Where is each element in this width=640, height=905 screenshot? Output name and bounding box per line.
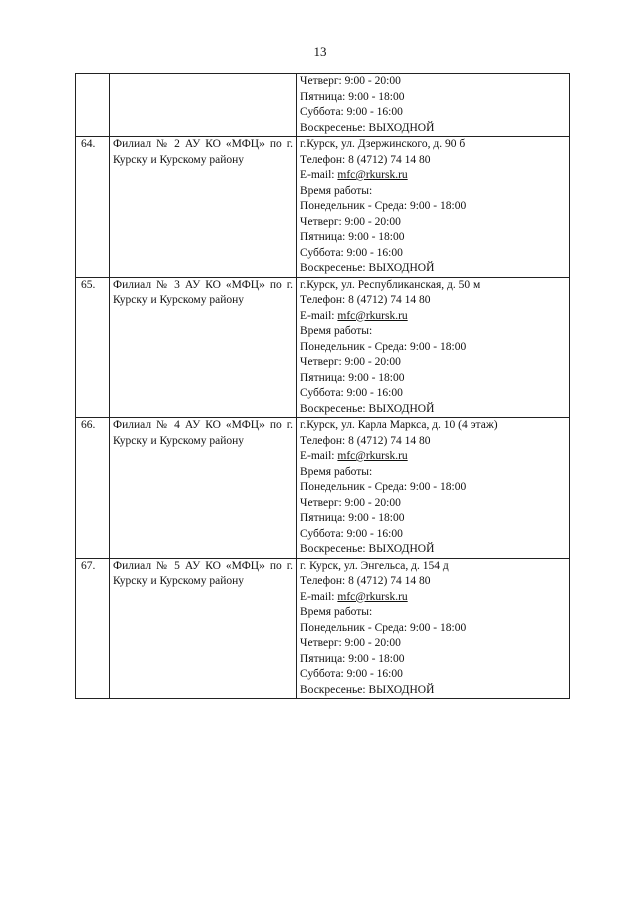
number-cell (76, 74, 110, 137)
email-link[interactable]: mfc@rkursk.ru (337, 169, 408, 181)
hours-sunday: Воскресенье: ВЫХОДНОЙ (300, 543, 435, 555)
email-label: E-mail: (300, 309, 338, 322)
hours-saturday: Суббота: 9:00 - 16:00 (300, 246, 403, 259)
hours-mon-wed: Понедельник - Среда: 9:00 - 18:00 (300, 621, 467, 634)
hours-saturday: Суббота: 9:00 - 16:00 (300, 106, 403, 118)
page-number: 13 (313, 44, 327, 59)
hours-sunday: Воскресенье: ВЫХОДНОЙ (300, 121, 435, 134)
hours-thursday: Четверг: 9:00 - 20:00 (300, 496, 401, 509)
email-link[interactable]: mfc@rkursk.ru (337, 590, 408, 603)
hours-thursday: Четверг: 9:00 - 20:00 (300, 637, 401, 649)
phone: Телефон: 8 (4712) 74 14 80 (300, 153, 431, 166)
hours-mon-wed: Понедельник - Среда: 9:00 - 18:00 (300, 481, 467, 493)
email-line (300, 309, 566, 325)
hours-thursday: Четверг: 9:00 - 20:00 (300, 356, 401, 368)
address: г. Курск, ул. Энгельса, д. 154 д (300, 559, 449, 572)
table-row (76, 418, 570, 559)
details-cell (297, 137, 570, 278)
row-number: 65. (76, 277, 110, 418)
branch-name: Филиал № 3 АУ КО «МФЦ» по г. Курску и Курскому району (110, 277, 297, 418)
table-row-continuation (76, 74, 570, 137)
email-line (300, 168, 566, 184)
details-cell (297, 418, 570, 559)
hours-label: Время работы: (300, 465, 373, 478)
table-row (76, 558, 570, 699)
hours-mon-wed: Понедельник - Среда: 9:00 - 18:00 (300, 340, 467, 353)
email-line (300, 449, 566, 465)
email-line (300, 590, 566, 606)
email-link[interactable]: mfc@rkursk.ru (337, 309, 408, 322)
hours-thursday: Четверг: 9:00 - 20:00 (300, 215, 401, 228)
row-number: 66. (76, 418, 110, 559)
email-label: E-mail: (300, 450, 338, 462)
phone: Телефон: 8 (4712) 74 14 80 (300, 294, 431, 306)
name-cell (110, 74, 297, 137)
hours-friday: Пятница: 9:00 - 18:00 (300, 652, 405, 665)
hours-thursday: Четверг: 9:00 - 20:00 (300, 75, 401, 87)
branch-table (75, 73, 570, 699)
details-cell (297, 277, 570, 418)
hours-friday: Пятница: 9:00 - 18:00 (300, 231, 405, 243)
table-row (76, 277, 570, 418)
hours-friday: Пятница: 9:00 - 18:00 (300, 371, 405, 384)
hours-saturday: Суббота: 9:00 - 16:00 (300, 387, 403, 399)
hours-saturday: Суббота: 9:00 - 16:00 (300, 668, 403, 680)
hours-saturday: Суббота: 9:00 - 16:00 (300, 527, 403, 540)
branch-name: Филиал № 2 АУ КО «МФЦ» по г. Курску и Курскому району (110, 137, 297, 278)
hours-label: Время работы: (300, 184, 373, 197)
branch-name: Филиал № 4 АУ КО «МФЦ» по г. Курску и Курскому району (110, 418, 297, 559)
email-label: E-mail: (300, 590, 338, 603)
hours-label: Время работы: (300, 606, 373, 618)
branch-name: Филиал № 5 АУ КО «МФЦ» по г. Курску и Курскому району (110, 558, 297, 699)
address: г.Курск, ул. Карла Маркса, д. 10 (4 этаж) (300, 419, 498, 431)
row-number: 64. (76, 137, 110, 278)
details-cell (297, 74, 570, 137)
phone: Телефон: 8 (4712) 74 14 80 (300, 575, 431, 587)
hours-label: Время работы: (300, 325, 373, 337)
hours-friday: Пятница: 9:00 - 18:00 (300, 512, 405, 524)
phone: Телефон: 8 (4712) 74 14 80 (300, 434, 431, 447)
email-label: E-mail: (300, 169, 338, 181)
hours-sunday: Воскресенье: ВЫХОДНОЙ (300, 683, 435, 696)
hours-sunday: Воскресенье: ВЫХОДНОЙ (300, 402, 435, 415)
hours-mon-wed: Понедельник - Среда: 9:00 - 18:00 (300, 200, 467, 212)
address: г.Курск, ул. Республиканская, д. 50 м (300, 278, 481, 291)
details-cell (297, 558, 570, 699)
email-link[interactable]: mfc@rkursk.ru (337, 450, 408, 462)
hours-sunday: Воскресенье: ВЫХОДНОЙ (300, 262, 435, 274)
row-number: 67. (76, 558, 110, 699)
hours-friday: Пятница: 9:00 - 18:00 (300, 90, 405, 103)
address: г.Курск, ул. Дзержинского, д. 90 б (300, 138, 466, 150)
table-row (76, 137, 570, 278)
